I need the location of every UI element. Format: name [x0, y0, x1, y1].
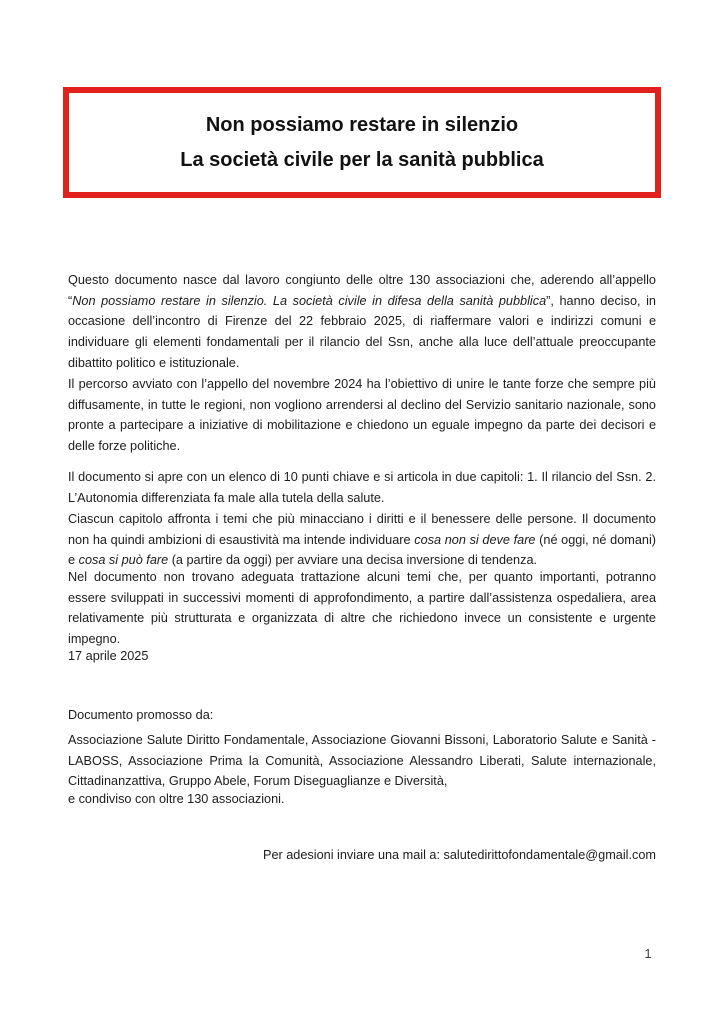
promoters-list: Associazione Salute Diritto Fondamentale, Associazione Giovanni Bissoni, Laboratorio Salute e Sanità - LABOSS, Associazione Prima la Comunità, Associazione Alessandro Liberati, Salute internazionale, Cittadinanzattiva, Gruppo Abele, Forum Diseguaglianze e Diversità,	[68, 733, 656, 789]
paragraph-capitoli-end: (a partire da oggi) per avviare una decisa inversione di tendenza.	[168, 553, 538, 568]
document-title-line-2: La società civile per la sanità pubblica	[180, 148, 544, 171]
paragraph-struttura-documento: Il documento si apre con un elenco di 10 punti chiave e si articola in due capitoli: 1. Il rilancio del Ssn. 2. L’Autonomia differenziata fa male alla tutela della salute.	[68, 470, 656, 505]
paragraph-capitoli-text: Ciascun capitolo affronta i temi che più minacciano i diritti e il benessere delle persone. Il documento non ha quindi ambizioni di esaustività ma intende individuare	[68, 512, 656, 547]
paragraph-temi-non-trattati: Nel documento non trovano adeguata trattazione alcuni temi che, per quanto importanti, potranno essere sviluppati in successivi momenti di approfondimento, a partire dall’assistenza ospedaliera, area relativamente più strutturata e organizzata di altre che richiedono invece un consistente e urgente impegno.	[68, 570, 656, 647]
paragraph-percorso: Il percorso avviato con l’appello del novembre 2024 ha l’obiettivo di unire le tante forze che sempre più diffusamente, in tutte le regioni, non vogliono arrendersi al declino del Servizio sanitario nazionale, sono pronte a partecipare a iniziative di mobilitazione e chiedono un eguale impegno da parte dei decisori e delle forze politiche.	[68, 377, 656, 454]
paragraph-capitoli-emphasis-1: cosa non si deve fare	[414, 532, 536, 547]
paragraph-capitoli-mid: (né oggi, né domani) e	[68, 532, 656, 568]
document-title-line-1: Non possiamo restare in silenzio	[205, 113, 519, 136]
paragraph-intro-text: Questo documento nasce dal lavoro congiunto delle oltre 130 associazioni che, aderendo all’appello “	[68, 273, 656, 308]
paragraph-capitoli-emphasis-2: cosa si può fare	[78, 553, 169, 568]
paragraph-intro	[68, 270, 656, 374]
page-number: 1	[644, 947, 652, 961]
paragraph-capitoli	[68, 509, 656, 571]
paragraph-intro-appeal-title: Non possiamo restare in silenzio. La società civile in difesa della sanità pubblica	[72, 293, 547, 308]
document-date: 17 aprile 2025	[68, 649, 149, 663]
contact-email-line: Per adesioni inviare una mail a: salutedirittofondamentale@gmail.com	[262, 848, 656, 862]
shared-note: e condiviso con oltre 130 associazioni.	[68, 792, 285, 806]
title-box	[63, 87, 661, 198]
paragraph-intro-continuation: ”, hanno deciso, in occasione dell’incontro di Firenze del 22 febbraio 2025, di riaffermare valori e indirizzi comuni e individuare gli elementi fondamentali per il rilancio del Ssn, anche alla luce dell’attuale preoccupante dibattito politico e istituzionale.	[68, 293, 656, 370]
promoted-by-label: Documento promosso da:	[68, 708, 214, 722]
